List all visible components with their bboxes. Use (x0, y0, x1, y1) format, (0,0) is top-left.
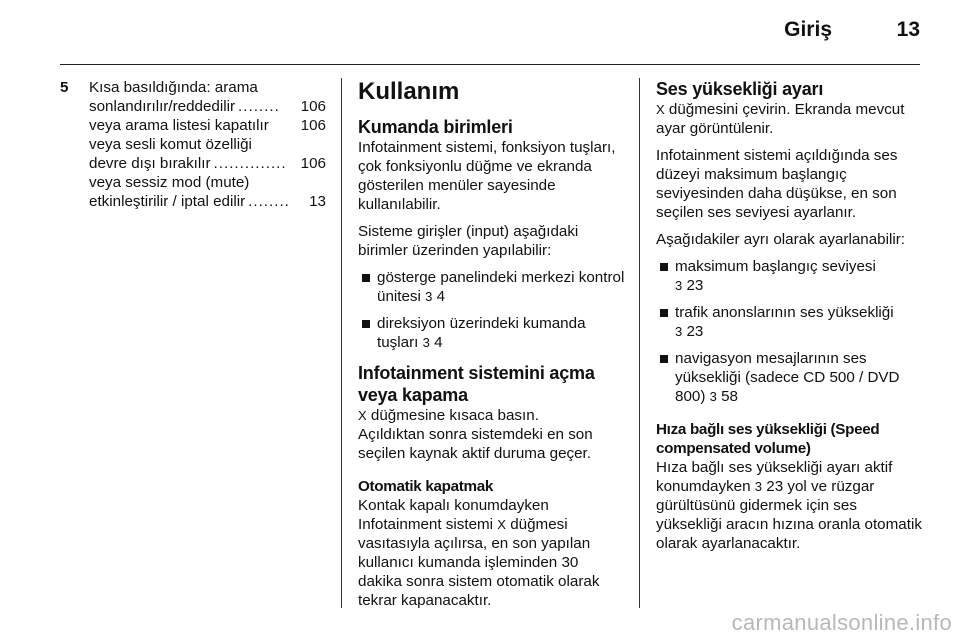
page-ref-arrow-icon: 3 (754, 479, 763, 494)
bullet-square-icon (362, 320, 370, 328)
paragraph: Kontak kapalı konumdayken Infotainment sistemi X düğmesi vasıtasıyla açılırsa, en son yapılan kullanıcı kumanda işleminden 30 dakika sonra sistem otomatik olarak tekrar kapanacaktır. (358, 497, 600, 609)
subsection-title: Otomatik kapatmak (358, 478, 494, 495)
numbered-item (60, 78, 326, 211)
column-2 (358, 78, 626, 610)
index-entry: veya sesli komut özelliği (89, 136, 252, 153)
paragraph: Aşağıdakiler ayrı olarak ayarlanabilir: (656, 231, 906, 248)
bullet-square-icon (660, 355, 668, 363)
paragraph: Hıza bağlı ses yüksekliği ayarı aktif konumdayken 3 23 yol ve rüzgar gürültüsünü gidermek için ses yüksekliği aracın hızına oranla otomatik olarak ayarlanacaktır. (656, 459, 922, 552)
item-number: 5 (60, 79, 69, 96)
page-title: Giriş (784, 18, 832, 41)
subsection-title: Ses yüksekliği ayarı (656, 79, 824, 99)
section-title: Kullanım (358, 78, 460, 105)
subsection-title: Hıza bağlı ses yüksekliği (Speed compensated volume) (656, 421, 880, 457)
column-3 (656, 78, 922, 553)
subsection-title: Kumanda birimleri (358, 117, 513, 137)
page-ref: 106 (300, 117, 326, 134)
volume-knob-icon: X (656, 102, 665, 117)
list-item: gösterge panelindeki merkezi kontrol ünitesi 3 4 (358, 268, 626, 306)
bullet-square-icon (660, 263, 668, 271)
paragraph: X düğmesine kısaca basın. (358, 407, 539, 424)
page-ref: 106 (300, 155, 326, 172)
page-ref: 106 (300, 98, 326, 115)
page-ref-arrow-icon: 3 (422, 335, 430, 350)
column-divider (639, 78, 640, 608)
page-ref-arrow-icon: 3 (709, 389, 717, 404)
index-entry: devre dışı bırakılır .............. 106 (89, 155, 326, 172)
watermark: carmanualsonline.info (731, 610, 952, 635)
bullet-square-icon (362, 274, 370, 282)
paragraph: Infotainment sistemi, fonksiyon tuşları, çok fonksiyonlu düğme ve ekranda gösterilen menüler sayesinde kullanılabilir. (358, 139, 616, 213)
bullet-list (656, 257, 922, 406)
index-entry: etkinleştirilir / iptal edilir ........ 13 (89, 193, 326, 210)
paragraph: X düğmesini çevirin. Ekranda mevcut ayar görüntülenir. (656, 101, 905, 137)
column-divider (341, 78, 342, 608)
power-knob-icon: X (358, 408, 367, 423)
list-item: direksiyon üzerindeki kumanda tuşları 3 4 (358, 314, 626, 352)
page-ref-arrow-icon: 3 (675, 278, 683, 293)
list-item: navigasyon mesajlarının ses yüksekliği (sadece CD 500 / DVD 800) 3 58 (656, 349, 922, 406)
column-1 (60, 78, 326, 211)
power-knob-icon: X (497, 517, 506, 532)
page-ref-arrow-icon: 3 (425, 289, 433, 304)
paragraph: Açıldıktan sonra sistemdeki en son seçilen kaynak aktif duruma geçer. (358, 426, 593, 462)
index-entry: Kısa basıldığında: arama (89, 79, 258, 96)
bullet-list (358, 268, 626, 352)
index-entry: veya arama listesi kapatılır 106 (89, 117, 326, 134)
paragraph: Sisteme girişler (input) aşağıdaki birimler üzerinden yapılabilir: (358, 223, 579, 259)
page-ref: 13 (309, 193, 326, 210)
index-entry: sonlandırılır/reddedilir ........ 106 (89, 98, 326, 115)
subsection-title: Infotainment sistemini açma veya kapama (358, 363, 595, 405)
bullet-square-icon (660, 309, 668, 317)
paragraph: Infotainment sistemi açıldığında ses düzeyi maksimum başlangıç seviyesinden daha düşükse, en son seçilen ses seviyesi ayarlanır. (656, 147, 898, 221)
page-header (60, 0, 920, 65)
index-entry: veya sessiz mod (mute) (89, 174, 250, 191)
list-item: maksimum başlangıç seviyesi 3 23 (656, 257, 922, 295)
page-number: 13 (896, 18, 920, 41)
list-item: trafik anonslarının ses yüksekliği 3 23 (656, 303, 922, 341)
page-ref-arrow-icon: 3 (675, 324, 683, 339)
